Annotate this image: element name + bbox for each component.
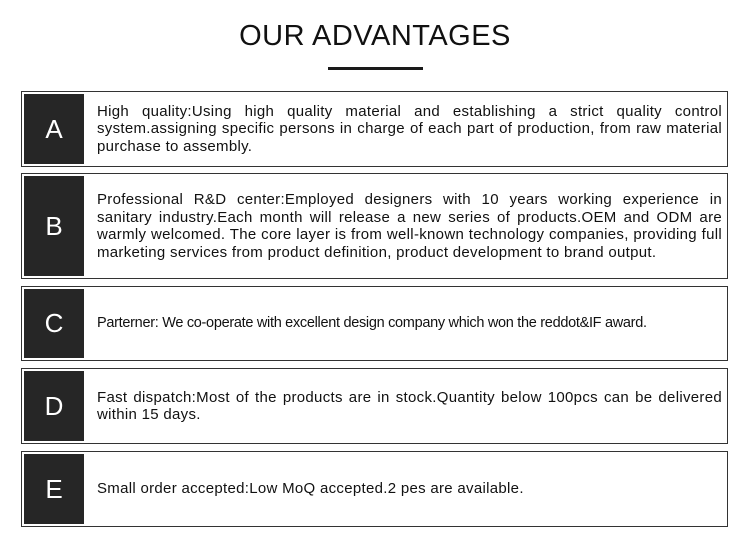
advantage-description: Parterner: We co-operate with excellent design company which won the reddot&IF award.	[97, 314, 647, 331]
advantage-letter-badge: C	[24, 289, 84, 358]
advantage-card-a	[21, 91, 728, 167]
advantage-card-d	[21, 368, 728, 444]
advantage-card-e	[21, 451, 728, 527]
advantage-description: High quality:Using high quality material and establishing a strict quality control system.assigning specific persons in charge of each part of production, from raw material purchase to assembly.	[97, 102, 722, 155]
advantage-letter-badge: D	[24, 371, 84, 441]
advantage-description: Professional R&D center:Employed designers with 10 years working experience in sanitary industry.Each month will release a new series of products.OEM and ODM are warmly welcomed. The core layer is from well-known technology companies, providing full marketing services from product definition, product development to brand output.	[97, 191, 722, 261]
advantage-card-c	[21, 286, 728, 361]
advantage-letter-badge: A	[24, 94, 84, 164]
advantage-card-b	[21, 173, 728, 279]
advantage-description: Small order accepted:Low MoQ accepted.2 pes are available.	[97, 480, 524, 498]
advantage-letter-badge: E	[24, 454, 84, 524]
page-title: OUR ADVANTAGES	[239, 20, 511, 52]
advantage-description: Fast dispatch:Most of the products are in stock.Quantity below 100pcs can be delivered within 15 days.	[97, 388, 722, 423]
title-underline	[328, 67, 423, 70]
advantage-letter-badge: B	[24, 176, 84, 276]
